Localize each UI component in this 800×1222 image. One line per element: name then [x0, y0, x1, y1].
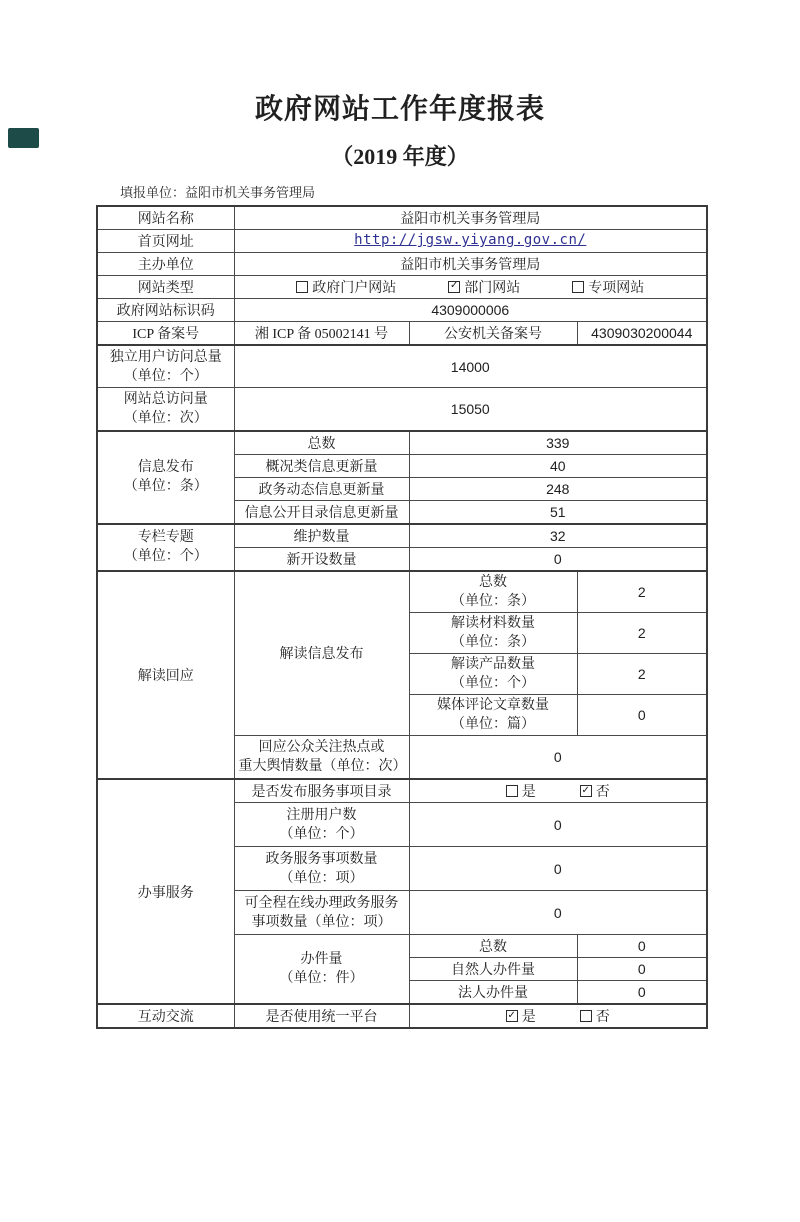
value-topics-new: 0	[409, 547, 707, 571]
label-topics-new: 新开设数量	[234, 547, 409, 571]
label-services: 办事服务	[97, 779, 234, 1004]
value-public-response: 0	[409, 735, 707, 779]
label-interp-total: 总数 （单位：条）	[409, 571, 577, 613]
value-icp: 湘 ICP 备 05002141 号	[234, 321, 409, 345]
option-label: 否	[595, 1010, 610, 1026]
value-info-catalog: 51	[409, 500, 707, 524]
checkbox-icon	[448, 281, 460, 293]
option-label: 是	[521, 785, 536, 801]
cell-unified-platform	[409, 1004, 707, 1028]
value-volume-legal: 0	[577, 981, 707, 1005]
option-department-site	[448, 277, 520, 297]
value-info-dynamics: 248	[409, 477, 707, 500]
label-sponsor: 主办单位	[97, 252, 234, 275]
value-unique-visitors: 14000	[234, 345, 707, 388]
option-no	[580, 1006, 610, 1026]
value-online-items: 0	[409, 891, 707, 935]
option-yes	[506, 781, 536, 801]
label-site-code: 政府网站标识码	[97, 298, 234, 321]
label-home-url: 首页网址	[97, 229, 234, 252]
label-topics-maintained: 维护数量	[234, 524, 409, 548]
label-volume-natural: 自然人办件量	[409, 958, 577, 981]
value-info-total: 339	[409, 431, 707, 455]
value-site-name: 益阳市机关事务管理局	[234, 206, 707, 230]
option-no	[580, 781, 610, 801]
value-interp-materials: 2	[577, 612, 707, 653]
label-unique-visitors: 独立用户访问总量 （单位：个）	[97, 345, 234, 388]
page-title: 政府网站工作年度报表	[254, 94, 545, 125]
label-security-record: 公安机关备案号	[409, 321, 577, 345]
checkbox-icon	[580, 1010, 592, 1022]
checkbox-icon	[580, 785, 592, 797]
label-info-catalog: 信息公开目录信息更新量	[234, 500, 409, 524]
value-service-items: 0	[409, 847, 707, 891]
cell-site-type	[234, 275, 707, 298]
option-label: 是	[521, 1010, 536, 1026]
label-interp-materials: 解读材料数量 （单位：条）	[409, 612, 577, 653]
label-icp: ICP 备案号	[97, 321, 234, 345]
label-volume: 办件量 （单位：件）	[234, 935, 409, 1005]
corner-mark	[8, 128, 39, 148]
checkbox-icon	[506, 1010, 518, 1022]
value-security-record: 4309030200044	[577, 321, 707, 345]
value-interp-media: 0	[577, 694, 707, 735]
unified-platform-options	[414, 1006, 703, 1026]
label-total-visits: 网站总访问量 （单位：次）	[97, 388, 234, 431]
label-special-topics: 专栏专题 （单位：个）	[97, 524, 234, 571]
homepage-link[interactable]: http://jgsw.yiyang.gov.cn/	[354, 232, 587, 249]
value-volume-total: 0	[577, 935, 707, 958]
service-catalog-options	[414, 781, 703, 801]
label-interpretation-publish: 解读信息发布	[234, 571, 409, 736]
option-yes	[506, 1006, 536, 1026]
option-label: 专项网站	[588, 280, 645, 296]
label-site-type: 网站类型	[97, 275, 234, 298]
value-site-code: 4309000006	[234, 298, 707, 321]
value-interp-total: 2	[577, 571, 707, 613]
label-interpretation: 解读回应	[97, 571, 234, 780]
label-service-items: 政务服务事项数量 （单位：项）	[234, 847, 409, 891]
checkbox-icon	[506, 785, 518, 797]
value-interp-products: 2	[577, 653, 707, 694]
value-info-overview: 40	[409, 454, 707, 477]
label-info-publish: 信息发布 （单位：条）	[97, 431, 234, 524]
option-label: 政府门户网站	[312, 280, 397, 296]
checkbox-icon	[572, 281, 584, 293]
label-interp-products: 解读产品数量 （单位：个）	[409, 653, 577, 694]
value-topics-maintained: 32	[409, 524, 707, 548]
label-online-items: 可全程在线办理政务服务 事项数量（单位：项）	[234, 891, 409, 935]
label-info-total: 总数	[234, 431, 409, 455]
annual-report-table	[96, 205, 708, 1030]
filing-unit-line: 填报单位：益阳市机关事务管理局	[120, 184, 316, 200]
checkbox-icon	[296, 281, 308, 293]
label-service-catalog: 是否发布服务事项目录	[234, 779, 409, 803]
cell-service-catalog	[409, 779, 707, 803]
option-label: 否	[595, 785, 610, 801]
label-public-response: 回应公众关注热点或 重大舆情数量（单位：次）	[234, 735, 409, 779]
cell-home-url	[234, 229, 707, 252]
option-gov-portal-site	[296, 277, 396, 297]
value-sponsor: 益阳市机关事务管理局	[234, 252, 707, 275]
label-interp-media: 媒体评论文章数量 （单位：篇）	[409, 694, 577, 735]
value-registered-users: 0	[409, 803, 707, 847]
page-subtitle: （2019 年度）	[331, 144, 469, 169]
label-volume-total: 总数	[409, 935, 577, 958]
label-site-name: 网站名称	[97, 206, 234, 230]
option-special-site	[572, 277, 644, 297]
option-label: 部门网站	[464, 280, 521, 296]
label-info-dynamics: 政务动态信息更新量	[234, 477, 409, 500]
label-interaction: 互动交流	[97, 1004, 234, 1028]
site-type-options	[239, 277, 703, 297]
value-total-visits: 15050	[234, 388, 707, 431]
label-volume-legal: 法人办件量	[409, 981, 577, 1005]
label-unified-platform: 是否使用统一平台	[234, 1004, 409, 1028]
label-registered-users: 注册用户数 （单位：个）	[234, 803, 409, 847]
label-info-overview: 概况类信息更新量	[234, 454, 409, 477]
value-volume-natural: 0	[577, 958, 707, 981]
